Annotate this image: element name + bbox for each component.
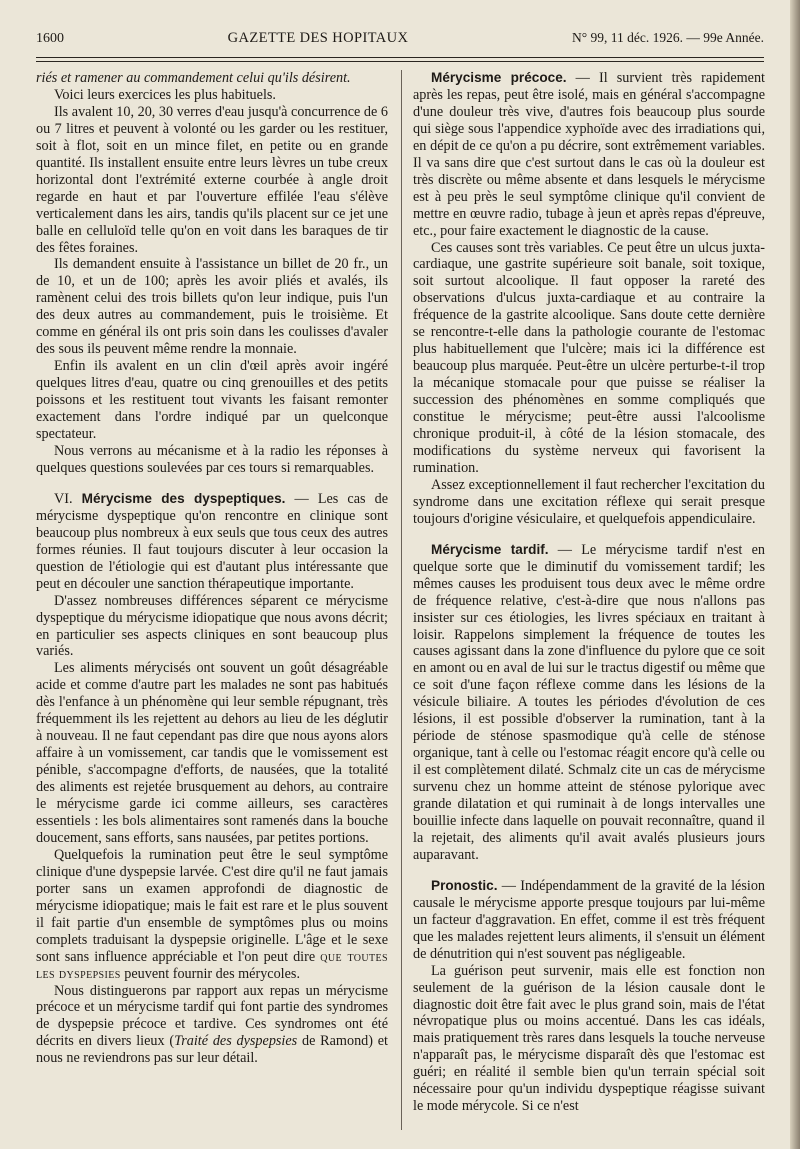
- page-edge-shadow: [790, 0, 800, 1149]
- header-rule: [36, 57, 764, 58]
- column-divider: [401, 70, 402, 1130]
- paragraph: Enfin ils avalent en un clin d'œil après avoir ingéré quelques litres d'eau, quatre ou cinq grenouilles et des petits poissons et les restituent tout vivants les faisant remonter exactement dans l'ordre indiqué par un quelconque spectateur.: [36, 358, 388, 443]
- right-column: [413, 70, 765, 1115]
- paragraph: Ces causes sont très variables. Ce peut être un ulcus juxta-cardiaque, une gastrite supérieure soit banale, soit toxique, soit surtout alcoolique. Il faut opposer la rareté des observations d'ulcus juxta-cardiaque et au contraire la fréquence de la gastrite alcoolique. Sans doute cette dernière se rencontre-t-elle dans la pathologie courante de l'estomac plus habituellement que l'ulcère; mais ici la différence est beaucoup plus marquée. Peut-être un ulcère perturbe-t-il trop la mécanique stomacale pour que puisse se réaliser la succession des phénomènes en somme compliqués que constitue le mérycisme; peut-être aussi l'alcoolisme chronique produit-il, à côté de la lésion stomacale, des modifications du système nerveux qui favorisent la rumination.: [413, 239, 765, 476]
- paragraph: Nous distinguerons par rapport aux repas un mérycisme précoce et un mérycisme tardif qui font partie des syndromes de dyspepsie précoce et tardive. Ces syndromes ont été décrits en divers lieux (Traité des dyspepsies de Ramond) et nous ne reviendrons pas sur leur détail.: [36, 982, 389, 1067]
- section-heading-paragraph: Pronostic. — Indépendamment de la gravité de la lésion causale le mérycisme apporte presque toujours par lui-même un facteur d'aggravation. En effet, comme il est très fréquent que les malades rejettent leurs aliments, il s'ensuit un élément de dénutrition qui n'est souvent pas négligeable.: [413, 877, 766, 962]
- section-number: VI.: [54, 490, 73, 507]
- paragraph: D'assez nombreuses différences séparent ce mérycisme dyspeptique du mérycisme idiopatique que nous avons décrit; en particulier ses aspects cliniques en sont beaucoup plus variés.: [36, 592, 388, 660]
- subsection-title: Mérycisme précoce.: [431, 70, 567, 85]
- journal-title: GAZETTE DES HOPITAUX: [227, 30, 409, 46]
- paragraph: Quelquefois la rumination peut être le seul symptôme clinique d'une dyspepsie larvée. C'est dire qu'il ne faut jamais porter sans un examen approfondi de diagnostic de mérycisme idiopatique; mais le fait est rare et le plus souvent il fait partie d'un ensemble de symptômes plus ou moins complets traduisant la dyspepsie originelle. L'âge et le sexe sont sans influence appréciable et l'on peut dire que toutes les dyspepsies peuvent fournir des mérycoles.: [36, 846, 389, 982]
- paragraph: Les aliments mérycisés ont souvent un goût désagréable acide et comme d'autre part les malades ne sont pas habitués dès l'enfance à un phénomène qui leur semble répugnant, très fréquemment ils les rejettent au dehors au lieu de les déglutir à nouveau. Il ne faut cependant pas dire que nous ayons alors affaire à un vomissement, car tandis que le vomissement est pénible, s'accompagne d'efforts, de nausées, que la totalité des aliments est rejetée brusquement au dehors, au contraire le mérycisme garde ici comme ailleurs, ses caractères essentiels : les bols alimentaires sont ramenés dans la bouche doucement, sans efforts, sans nausées, par petites portions.: [36, 660, 388, 846]
- header-rule-thin: [36, 61, 764, 62]
- paragraph: Ils avalent 10, 20, 30 verres d'eau jusqu'à concurrence de 6 ou 7 litres et peuvent à volonté ou les garder ou les restituer, soit à flot, soit en un mince filet, en petite ou en grande quantité. Ils installent ensuite entre leurs lèvres un tube creux horizontal dont l'extrémité externe courbée à angle droit regarde en haut et par l'ouverture effilée l'eau s'élève verticalement dans les airs, tandis qu'ils placent sur ce jet une balle en celluloïd telle qu'on en voit dans les baraques de tir des fêtes foraines.: [36, 103, 388, 256]
- section-title: Mérycisme des dyspeptiques.: [81, 490, 286, 506]
- paragraph: Nous verrons au mécanisme et à la radio les réponses à quelques questions soulevées par ces tours si remarquables.: [36, 442, 388, 476]
- section-heading-paragraph: Mérycisme précoce. — Il survient très rapidement après les repas, peut être isolé, mais en général s'accompagne d'une douleur très vive, d'autres fois beaucoup plus sourde qui siège sous l'appendice xyphoïde avec des irradiations qui, en dépit de ce qu'on a pu décrire, sont extrêmement variables. Il va sans dire que c'est surtout dans le cas où la douleur est très discrète ou même absente et dans lesquels le mérycisme est à peu près le seul symptôme clinique qu'il convient de mettre en œuvre radio, tubage à jeun et après repas d'épreuve, etc., pour faire exactement le diagnostic de la cause.: [413, 70, 765, 239]
- left-column: [36, 70, 388, 1067]
- section-heading-paragraph: Mérycisme tardif. — Le mérycisme tardif n'est en quelque sorte que le diminutif du vomissement tardif; les mêmes causes les produisent tous deux avec le même ordre de fréquence relative, c'est-à-dire que nous n'allons pas insister sur ces étiologies, les livres spéciaux en traitant à loisir. Rappelons simplement la fréquence de toutes les causes agissant dans la zone d'influence du pylore que ce soit en amont ou en aval de lui sur le tractus digestif ou même que ce soit d'une façon réflexe comme dans les lésions de la vésicule biliaire. A toutes les périodes d'évolution de ces lésions, il est possible d'observer la rumination, tant à la période de sténose spasmodique qu'à celle de sténose organique, tant à celle ou l'estomac réagit encore qu'à celle ou il est complètement dilaté. Schmalz cite un cas de mérycisme survenu chez un homme atteint de sténose pylorique avec grande dilatation et qui ruminait à de longs intervalles une bouillie infecte dans laquelle on pouvait reconnaître, quand il la rejetait, des aliments qu'il avait avalés plusieurs jours auparavant.: [413, 541, 765, 863]
- subsection-title: Pronostic.: [431, 877, 498, 893]
- paragraph: Voici leurs exercices les plus habituels.: [54, 86, 276, 103]
- paragraph: riés et ramener au commandement celui qu'ils désirent.: [36, 70, 351, 86]
- subsection-title: Mérycisme tardif.: [431, 541, 549, 557]
- issue-info: N° 99, 11 déc. 1926. — 99e Année.: [571, 30, 764, 45]
- paragraph: Assez exceptionnellement il faut rechercher l'excitation du syndrome dans une excitation réflexe qui serait presque toujours d'origine vésiculaire, et quelquefois appendiculaire.: [413, 476, 765, 527]
- page-number: 1600: [36, 31, 64, 46]
- section-heading-paragraph: VI. Mérycisme des dyspeptiques. — Les cas de mérycisme dyspeptique qu'on rencontre en clinique sont beaucoup plus nombreux à eux seuls que tous ceux des autres formes réunies. Il faut toujours discuter à leur occasion la question de l'étiologie qui est d'autant plus intéressante que peut en découler une sanction thérapeutique importante.: [36, 490, 389, 592]
- page-header: [36, 30, 764, 54]
- paragraph: La guérison peut survenir, mais elle est fonction non seulement de la guérison de la lésion causale dont le diagnostic doit être fait avec le plus grand soin, mais de l'état névropatique plus ou moins accentué. Dans les cas idéals, mais pratiquement très rares dans lesquels la touche nerveuse n'apparaît pas, le mérycisme disparaît dès que l'estomac est guéri; en réalité il semble bien qu'un terrain spécial soit nécessaire pour qu'un individu dyspeptique réagisse suivant le mode mérycole. Si ce n'est: [413, 962, 765, 1115]
- paragraph: Ils demandent ensuite à l'assistance un billet de 20 fr., un de 10, et un de 100; après les avoir pliés et avalés, ils ramènent celui des trois billets qu'on leur indique, puis l'un des deux autres au commandement, puis le troisième. Et comme en général ils ont pris soin dans les coulisses d'avaler des sous ils peuvent même rendre la monnaie.: [36, 256, 388, 358]
